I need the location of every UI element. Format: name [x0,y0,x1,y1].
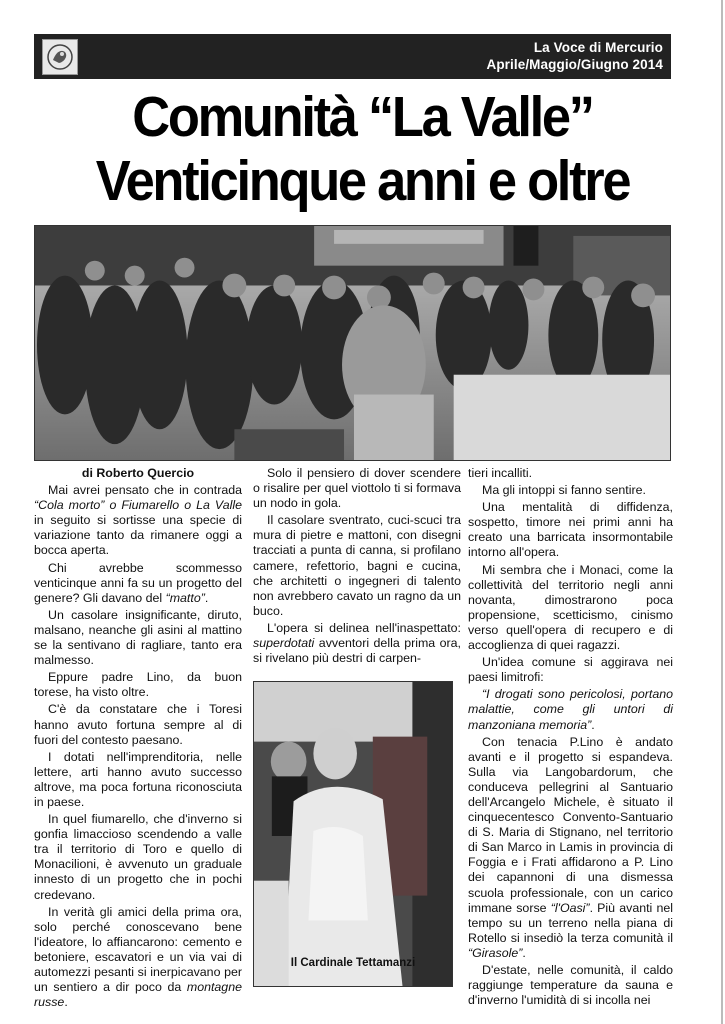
main-photo [34,225,671,461]
paragraph: In verità gli amici della prima ora, solo perché conoscevano bene l'ideatore, lo affiancarono: cemento e betoniere, escavatori e un via vai di automezzi pesanti si inerpicavano per un sentiero a dir poco da montagne russe. [34,904,242,1010]
paragraph: Una mentalità di diffidenza, sospetto, timore nei primi anni ha creato una barricata insormontabile intorno all'opera. [468,500,673,560]
article-column-2 [253,466,461,668]
headline-line1: Comunità “La Valle” [132,85,593,149]
paragraph: Un casolare insignificante, diruto, malsano, neanche gli asini al mattino se la sentivano di ragliare, tanto era malmesso. [34,607,242,668]
paragraph: Mai avrei pensato che in contrada “Cola morto” o Fiumarello o La Valle in seguito si sortisse una specie di variazione tanto da rimanere oggi a bocca aperta. [34,483,242,558]
paragraph: Mi sembra che i Monaci, come la collettività del territorio negli anni novanta, dimostrarono poca propensione, scetticismo, cinismo verso quell'opera di recupero e di accoglienza di quei ragazzi. [468,562,673,653]
paragraph: Solo il pensiero di dover scendere o risalire per quel viottolo ti si formava un nodo in gola. [253,466,461,511]
header-bar [34,34,671,79]
paragraph: Eppure padre Lino, da buon torese, ha visto oltre. [34,670,242,700]
paragraph: D'estate, nelle comunità, il caldo raggiunge temperature da sauna e d'inverno l'umidità di si incolla nei [468,963,673,1008]
header-info [486,39,663,73]
paragraph: Un'idea comune si aggirava nei paesi limitrofi: [468,655,673,685]
headline-line2: Venticinque anni e oltre [95,149,630,213]
cardinal-photo [253,681,453,987]
publication-logo-icon [42,39,78,75]
paragraph: Con tenacia P.Lino è andato avanti e il progetto si espandeva. Sulla via Langobardorum, che conduceva pellegrini al Santuario dell'Arcangelo Michele, è situato il cinquecentesco Convento-Santuario di S. Maria di Stignano, nel territorio di San Marco in Lamis in provincia di Foggia e i Frati affidarono a P. Lino dei capannoni di una dismessa scuola professionale, con un carico immane sorse “l'Oasi”. Più avanti nel tempo su un terreno nella piana di Rotello si insediò la terza comunità il “Girasole”. [468,734,673,960]
byline: di Roberto Quercio [81,466,195,480]
paragraph: Chi avrebbe scommesso venticinque anni fa su un progetto del genere? Gli davano del “matto”. [34,560,242,605]
paragraph: Ma gli intoppi si fanno sentire. [482,483,646,498]
page-edge [721,0,723,1024]
paragraph: C'è da constatare che i Toresi hanno avuto fortuna sempre al di fuori del contesto paesano. [34,702,242,747]
paragraph: L'opera si delinea nell'inaspettato: superdotati avventori della prima ora, si rivelano più destri di carpen- [253,620,461,666]
paragraph: In quel fiumarello, che d'inverno si gonfia limaccioso scendendo a valle tra il territorio di Toro e quello di Monacilioni, è avvenuto un graduale innesto di un progetto che in pochi credevano. [34,812,242,902]
quote-paragraph: “I drogati sono pericolosi, portano malattie, come gli untori di manzoniana memoria”. [468,687,673,732]
publication-name: La Voce di Mercurio [533,40,663,55]
paragraph: I dotati nell'imprenditoria, nelle lettere, arti hanno avuto successo altrove, ma poca fortuna riconosciuta in paese. [34,749,242,809]
photo-caption: Il Cardinale Tettamanzi [290,957,416,969]
paragraph: Il casolare sventrato, cuci-scuci tra mura di pietre e mattoni, con disegni tracciati a punta di canna, si profilano camere, refettorio, bagni e cucina, che architetti o ingegneri di talento non avrebbero cavato un ragno da un buco. [253,513,461,618]
paragraph: tieri incalliti. [468,466,533,480]
article-column-1 [34,466,242,1012]
article-column-3 [468,466,673,1010]
issue-date: Aprile/Maggio/Giugno 2014 [486,57,663,72]
